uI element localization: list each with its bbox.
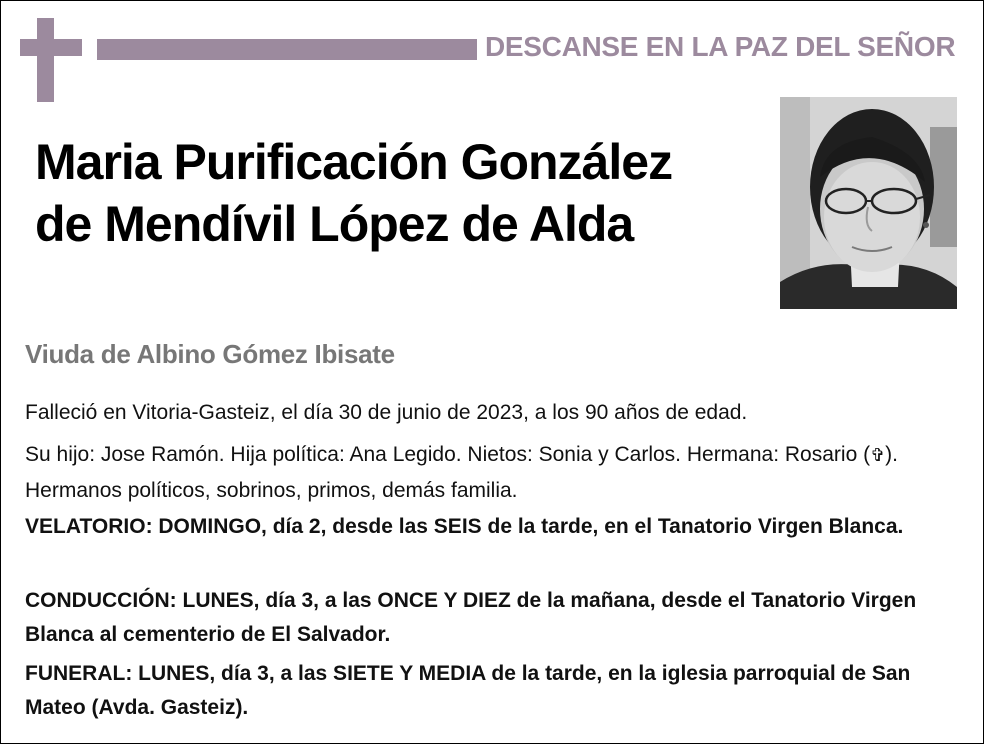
- deceased-name-line2: de Mendívil López de Alda: [35, 196, 634, 252]
- portrait-photo: [780, 97, 957, 309]
- family-part2: ). Hermanos políticos, sobrinos, primos, demás familia.: [25, 443, 898, 502]
- velatorio-info: VELATORIO: DOMINGO, día 2, desde las SEIS de la tarde, en el Tanatorio Virgen Blanca.: [25, 515, 904, 538]
- death-notice: Falleció en Vitoria-Gasteiz, el día 30 de junio de 2023, a los 90 años de edad.: [25, 401, 748, 424]
- widow-of: Viuda de Albino Gómez Ibisate: [25, 339, 395, 369]
- cross-icon-bar: [20, 39, 82, 56]
- funeral-info: FUNERAL: LUNES, día 3, a las SIETE Y MEDIA de la tarde, en la iglesia parroquial de San Mateo (Avda. Gasteiz).: [25, 662, 911, 719]
- small-cross-icon: ✞: [870, 445, 886, 466]
- header-text: DESCANSE EN LA PAZ DEL SEÑOR: [485, 31, 956, 62]
- cross-icon: [37, 18, 54, 102]
- deceased-name-line1: Maria Purificación González: [35, 134, 673, 190]
- family-part1: Su hijo: Jose Ramón. Hija política: Ana Legido. Nietos: Sonia y Carlos. Hermana: Rosario (: [25, 443, 871, 466]
- portrait-image: [780, 97, 957, 309]
- conduccion-info: CONDUCCIÓN: LUNES, día 3, a las ONCE Y DIEZ de la mañana, desde el Tanatorio Virgen Blanca al cementerio de El Salvador.: [25, 589, 917, 646]
- header-rule: [97, 39, 477, 60]
- deceased-name: [35, 131, 775, 255]
- family-list: [25, 437, 955, 508]
